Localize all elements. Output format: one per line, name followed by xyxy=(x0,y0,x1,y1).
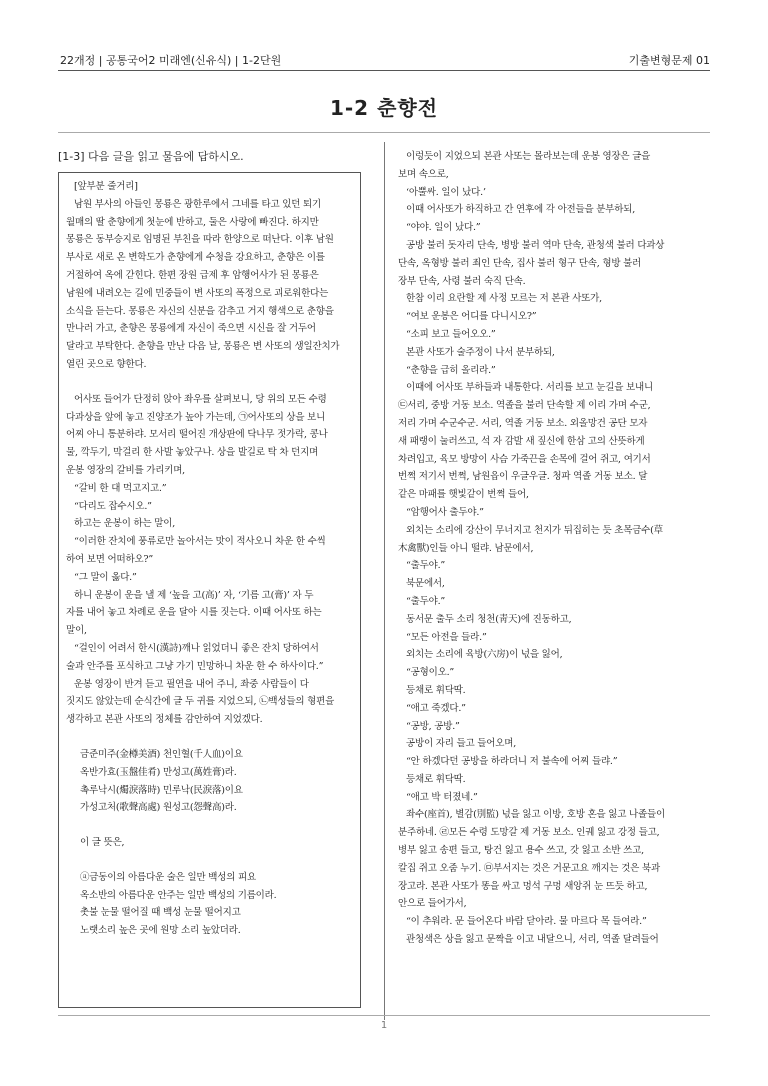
story-line: “공형이오.” xyxy=(406,667,455,679)
story-line: “갈비 한 대 먹고지고.” xyxy=(74,482,167,494)
poem-line: 촛불 눈물 떨어질 때 백성 눈물 떨어지고 xyxy=(80,907,241,919)
story-line: 하니 운봉이 운을 낼 제 ‘높을 고(高)’ 자, ‘기름 고(膏)’ 자 두 xyxy=(74,589,314,601)
story-line: 이때에 어사또 부하들과 내통한다. 서리를 보고 눈길을 보내니 xyxy=(406,382,653,394)
story-line: 공방이 자리 들고 들어오며, xyxy=(406,738,517,750)
story-line: 장부 단속, 사령 불러 숙직 단속. xyxy=(398,275,526,287)
story-line: 안으로 들어가서, xyxy=(398,898,467,910)
poem-line: ⓐ금동이의 아름다운 술은 일만 백성의 피요 xyxy=(80,871,257,883)
story-line: 어찌 아니 통분하랴. 모서리 떨어진 개상판에 닥나무 젓가락, 콩나 xyxy=(66,429,328,441)
story-line: 칼집 쥐고 오줌 누기. ㉤부서지는 것은 거문고요 깨지는 것은 북과 xyxy=(398,862,660,874)
story-line: 등채로 휘닥딱. xyxy=(406,684,466,696)
page-number: 1 xyxy=(380,1020,388,1031)
story-line: 등채로 휘닥딱. xyxy=(406,773,466,785)
header-rule xyxy=(58,70,710,71)
poem-line: 금준미주(金樽美酒) 천인혈(千人血)이요 xyxy=(80,748,243,760)
story-line: 이때 어사또가 하직하고 간 연후에 각 아전들을 분부하되, xyxy=(406,204,636,216)
story-line: “여보 운봉은 어디를 다니시오?” xyxy=(406,311,537,323)
story-line: “모든 아전을 들라.” xyxy=(406,631,487,643)
story-line: 짓지도 않았는데 순식간에 글 두 귀를 지었으되, ㉡백성들의 형편을 xyxy=(66,696,335,708)
story-line: “걸인이 어려서 한시(漢詩)깨나 읽었더니 좋은 잔치 당하여서 xyxy=(74,642,319,654)
story-line: 단속, 옥형방 불러 죄인 단속, 집사 불러 형구 단속, 형방 불러 xyxy=(398,257,642,269)
story-line: 자를 내어 놓고 차례로 운을 달아 시를 짓는다. 이때 어사또 하는 xyxy=(66,607,322,619)
summary-line: 만나러 가고, 춘향은 몽룡에게 자신이 죽으면 시신을 잘 거두어 xyxy=(66,323,316,335)
poem-line: 촉루낙시(燭淚落時) 민루낙(民淚落)이요 xyxy=(80,784,243,796)
poem-line: 가성고처(歌聲高處) 원성고(怨聲高)라. xyxy=(80,802,237,814)
story-line: 운봉 영장의 갈비를 가리키며, xyxy=(66,464,186,476)
story-line: “야야. 일이 났다.” xyxy=(406,222,481,234)
story-line: 병부 잃고 송편 들고, 탕건 잃고 용수 쓰고, 갓 잃고 소반 쓰고, xyxy=(398,845,644,857)
header-left: 22개정 | 공통국어2 미래엔(신유식) | 1-2단원 xyxy=(60,54,282,67)
story-line: ‘아뿔싸. 일이 났다.’ xyxy=(406,186,486,198)
story-line: 생각하고 본관 사또의 정체를 감안하여 지었겠다. xyxy=(66,714,263,726)
story-line: 물, 깍두기, 막걸리 한 사발 놓았구나. 상을 발길로 탁 차 던지며 xyxy=(66,447,319,459)
story-line: “이러한 잔치에 풍류로만 놀아서는 맛이 적사오니 차운 한 수씩 xyxy=(74,536,326,548)
story-line: 차려입고, 육모 방망이 사슴 가죽끈을 손목에 걸어 쥐고, 여기서 xyxy=(398,453,651,465)
story-line: 새 패랭이 눌러쓰고, 석 자 감발 새 짚신에 한삼 고의 산뜻하게 xyxy=(398,435,645,447)
story xyxy=(66,391,356,729)
story-line: “안 하겠다던 공방을 하라더니 저 불속에 어찌 들랴.” xyxy=(406,756,618,768)
story-line: 공방 불러 돗자리 단속, 병방 불러 역마 단속, 관청색 불러 다과상 xyxy=(406,239,665,251)
story-line: “출두야.” xyxy=(406,560,446,572)
summary-line: 남원에 내려오는 길에 민중들이 변 사또의 폭정으로 괴로워한다는 xyxy=(66,287,329,299)
summary-line: 남원 부사의 아들인 몽룡은 광한루에서 그네를 타고 있던 퇴기 xyxy=(74,198,321,210)
story-line: 번쩍 저기서 번쩍, 남원읍이 우글우글. 청파 역졸 거동 보소. 달 xyxy=(398,471,648,483)
header-right: 기출변형문제 01 xyxy=(628,54,710,67)
right-column xyxy=(398,148,716,949)
column-divider xyxy=(384,142,385,1020)
story-line: 木禽獸)인들 아니 떨랴. 남문에서, xyxy=(398,542,534,554)
story-line: “암행어사 출두야.” xyxy=(406,506,484,518)
story-line: 한참 이리 요란할 제 사정 모르는 저 본관 사또가, xyxy=(406,293,602,305)
poem-korean xyxy=(66,869,356,940)
poem-line: 옥반가효(玉盤佳肴) 만성고(萬姓膏)라. xyxy=(80,766,237,778)
story-line: 어사또 들어가 단정히 앉아 좌우를 살펴보니, 당 위의 모든 수령 xyxy=(74,393,327,405)
story-line: 저리 가며 수군수군. 서리, 역졸 거동 보소. 외올망건 공단 모자 xyxy=(398,417,648,429)
story-line: “애고 박 터졌네.” xyxy=(406,791,478,803)
story-line: 동서문 출두 소리 청천(靑天)에 진동하고, xyxy=(406,613,572,625)
story-line: “이 추워라. 문 들어온다 바람 닫아라. 물 마르다 목 들여라.” xyxy=(406,916,647,928)
story-line: “그 말이 옳다.” xyxy=(74,571,137,583)
story-line: 말이, xyxy=(66,625,87,637)
story-line: 하고는 운봉이 하는 말이, xyxy=(74,518,176,530)
left-column xyxy=(66,178,356,940)
story-line: 다과상을 앞에 놓고 진양조가 높아 가는데, ㉠어사또의 상을 보니 xyxy=(66,411,326,423)
page-title: 1-2 춘향전 xyxy=(329,96,439,120)
meaning-intro: 이 글 뜻은, xyxy=(80,837,125,849)
summary-line: 몽룡은 동부승지로 임명된 부친을 따라 한양으로 떠난다. 이후 남원 xyxy=(66,234,334,246)
story-line: 좌수(座首), 별감(別監) 넋을 잃고 이방, 호방 혼을 잃고 나졸들이 xyxy=(406,809,665,821)
summary xyxy=(66,196,356,374)
story-line: 관청색은 상을 잃고 문짝을 이고 내달으니, 서리, 역졸 달려들어 xyxy=(406,934,659,946)
story-line: “출두야.” xyxy=(406,595,446,607)
story-line: “춘향을 급히 올리라.” xyxy=(406,364,496,376)
story-line: 보며 속으로, xyxy=(398,168,449,180)
title-rule xyxy=(58,132,710,133)
footer-rule xyxy=(58,1015,710,1016)
instruction: [1-3] 다음 글을 읽고 물음에 답하시오. xyxy=(58,150,244,163)
summary-line: 달라고 부탁한다. 춘향을 만난 다음 날, 몽룡은 변 사또의 생일잔치가 xyxy=(66,341,340,353)
summary-line: 부사로 새로 온 변학도가 춘향에게 수청을 강요하고, 춘향은 이를 xyxy=(66,252,325,264)
summary-line: 열린 곳으로 향한다. xyxy=(66,358,147,370)
story-line: ㉢서리, 중방 거동 보소. 역졸을 불러 단속할 제 이리 가며 수군, xyxy=(398,400,651,412)
story-line: 북문에서, xyxy=(406,578,445,590)
story-line: 운봉 영장이 반겨 듣고 필연을 내어 주니, 좌중 사람들이 다 xyxy=(74,678,309,690)
story-line: 하여 보면 어떠하오?” xyxy=(66,553,154,565)
poem-line: 노랫소리 높은 곳에 원망 소리 높았더라. xyxy=(80,925,241,937)
box-heading: [앞부분 줄거리] xyxy=(74,181,138,192)
story-line: 장고라. 본관 사또가 똥을 싸고 멍석 구멍 새앙쥐 눈 뜨듯 하고, xyxy=(398,880,648,892)
story-line: “다리도 잡수시오.” xyxy=(74,500,152,512)
summary-line: 월매의 딸 춘향에게 첫눈에 반하고, 둘은 사랑에 빠진다. 하지만 xyxy=(66,216,319,228)
story-line: 외치는 소리에 강산이 무너지고 천지가 뒤집히는 듯 초목금수(草 xyxy=(406,524,663,536)
story-line: “소피 보고 들어오오.” xyxy=(406,328,496,340)
story-line: “애고 죽겠다.” xyxy=(406,702,466,714)
summary-line: 거절하여 옥에 갇힌다. 한편 장원 급제 후 암행어사가 된 몽룡은 xyxy=(66,269,319,281)
poem-line: 옥소반의 아름다운 안주는 일만 백성의 기름이라. xyxy=(80,889,277,901)
story-line: 같은 마패를 햇빛같이 번쩍 들어, xyxy=(398,489,529,501)
story-line: 분주하네. ㉣모든 수령 도망갈 제 거동 보소. 인궤 잃고 강정 들고, xyxy=(398,827,660,839)
summary-line: 소식을 듣는다. 몽룡은 자신의 신분을 감추고 거지 행색으로 춘향을 xyxy=(66,305,334,317)
story-line: 술과 안주를 포식하고 그냥 가기 민망하니 차운 한 수 하사이다.” xyxy=(66,660,324,672)
poem-hanja xyxy=(66,746,356,817)
story-line: 이렁듯이 지었으되 본관 사또는 몰라보는데 운봉 영장은 글을 xyxy=(406,151,651,162)
story-line: “공방, 공방.” xyxy=(406,720,460,732)
story-line: 외치는 소리에 육방(六房)이 넋을 잃어, xyxy=(406,649,563,661)
story-line: 본관 사또가 술주정이 나서 분부하되, xyxy=(406,346,555,358)
